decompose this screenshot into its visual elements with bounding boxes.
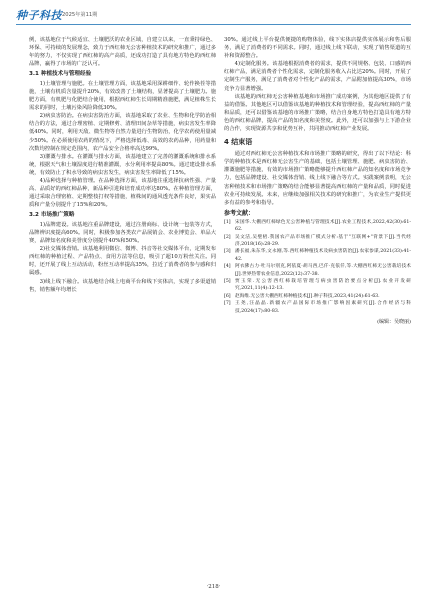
reference-text: 潘长福,朱东华,文永刚,等.西红柿种植技术及病虫害防治[J].农家参谋,2021(33):41-42.: [235, 249, 411, 262]
reference-number: [7]: [224, 301, 231, 307]
paragraph: 2)病虫害防治。在病虫害防治方面，该基地采取了农业、生物和化学防治相结合的方法，通过合理密植、定期修剪、清理田间杂草等措施，病虫害发生率降低40%。同时，利用天敌、微生物等自然力量进行生物防治，化学农药使用量减少50%。在必须使用农药的情况下，严格选择低毒、高效的农药品种，用药量和次数均控制在规定范围内，农产品安全合格率高达99%。: [29, 113, 216, 152]
section-4-heading: 4 结束语: [224, 138, 253, 147]
reference-item: [224, 234, 411, 249]
paragraph: 30%。通过线上平台提供便捷的购物体验，线下实体店提供实体展示和售后服务，满足了消费者的不同需求。同时，通过线上线下联动，实现了销售渠道的互补和资源整合。: [224, 37, 411, 60]
page-number: ·218·: [206, 584, 221, 590]
paragraph: 1)土壤管理与施肥。在土壤管理方面，该基地采用深耕细作、轮作换茬等措施，土壤有机质含量提升20%，有效改善了土壤结构，显著提高了土壤肥力。施肥方面，有机肥与化肥结合使用，根据西红柿生长周期精准施肥，满足植株生长需求的同时，土壤污染风险降低30%。: [29, 80, 216, 112]
reference-text: 阿衣佛古力·吐马尔别克,阿依夏·胡马西,巴仟·克依仟,等.大棚西红柿无公害栽培技术[J].世界热带农业信息,2022(12):37-38.: [235, 264, 411, 277]
editor-credit: (编辑：吴晓丽): [377, 319, 411, 326]
reference-number: [1]: [224, 219, 231, 225]
right-column: [224, 36, 411, 326]
reference-text: 贾玉荣.无公害西红柿栽培管理与病虫害防治要点分析[J].农业开发研究,2021,11(4):12-13.: [235, 279, 411, 292]
paragraph: 3)灌溉与排水。在灌溉与排水方面，该基地建立了完善的灌溉系统和排水系统，根据天气和土壤湿度进行精准灌溉，水分利用率提高80%。通过建设排水系统，有效防止了积水导致的病虫害发生，病虫害发生率降低了15%。: [29, 153, 216, 176]
reference-item: [224, 263, 411, 278]
reference-number: [5]: [224, 279, 231, 285]
intro-paragraph: 例，该基地位于气候适宜、土壤肥沃的农业区域，自建立以来，一直秉持绿色、环保、可持续的发展理念，致力于西红柿无公害种植技术的研究和推广，通过多年的努力，不仅实现了西红柿的高产高质，还成功打造了具有地方特色的西红柿品牌，赢得了市场的广泛认可。: [29, 37, 216, 68]
references-heading: 参考文献：: [224, 209, 255, 217]
paragraph: 1)品牌建设。该基地注重品牌建设，通过注册商标、设计统一包装等方式，品牌辨识度提高60%。同时，积极参加各类农产品展销会、农业博览会、单品大赛，品牌知名度和美誉度分别提升40%和50%。: [29, 221, 216, 245]
reference-item: [224, 300, 411, 315]
left-column: [29, 36, 216, 294]
reference-text: 赵海维.无公害大棚西红柿种植技术[J].种子科技,2023,41(24):61-63.: [235, 293, 380, 299]
paragraph: 该基地的西红柿无公害种植基地和市场推广成功案例，为其他地区提供了有益的借鉴。其他地区可以借鉴该基地的种植技术和管理经验，提高西红柿的产量和品质，还可以借鉴该基地的市场推广策略，结合自身地方特色打造具有地方特色的西红柿品牌，提高产品的知名度和美誉度。此外，还可以加强与上下游企业的合作，实现资源共享和优势互补，共同推动西红柿产业发展。: [224, 93, 411, 133]
reference-number: [6]: [224, 293, 231, 299]
reference-item: [224, 278, 411, 293]
reference-number: [2]: [224, 234, 231, 240]
reference-list: [224, 219, 411, 315]
journal-logo: 种子科技: [16, 9, 62, 22]
reference-item: [224, 248, 411, 263]
page-header: [16, 10, 411, 25]
reference-number: [3]: [224, 249, 231, 255]
paragraph: 2)社交媒体营销。该基地利用微信、微博、抖音等社交媒体平台，定期发布西红柿的种植过程、产品特点、食用方法等信息，吸引了超10万粉丝关注。同时，还开展了线上互动活动，粉丝互动率提高35%，拉近了消费者的参与感和归属感。: [29, 246, 216, 277]
reference-text: 王尧,汪晶晶.新疆农产品国际市场推广影响因素研究[J].合作经济与科技,2024(17):80-83.: [235, 301, 411, 314]
paragraph: 通过对西红柿无公害种植技术和市场推广策略的研究，得出了以下结论：科学的种植技术是西红柿无公害生产的基础，包括土壤管理、施肥、病虫害防治、灌溉施肥等措施，有效的市场推广策略能够提升西红柿产品的知名度和市场竞争力，包括品牌建设、社交媒体营销、线上线下融合等方式。实践案例表明，无公害种植技术和市场推广策略的结合能够显著提高西红柿的产量和品质，同时促进农业可持续发展。未来，应继续加强相关技术的研究和推广，为农业生产提供更多有益的参考和指导。: [224, 151, 411, 206]
reference-item: [224, 219, 411, 234]
reference-number: [4]: [224, 264, 231, 270]
section-3-2-heading: 3.2 市场推广策略: [29, 212, 75, 219]
reference-text: 吴文洁,吴璧梧.我国农产品市场推广模式分析:基于"互联网+"背景下[J].当代经济,2018(16):28-29.: [235, 234, 411, 247]
section-3-1-heading: 3.1 种植技术与管理经验: [29, 71, 92, 78]
paragraph: 4)定制化服务。该基地根据消费者的需求，提供不同规格、包装、口感的西红柿产品，满足消费者个性化需求，定制化服务收入占比达20%。同时，开展了定制生产服务，满足了消费者对个性化产品的需求，产品附加值提高30%，市场竞争力显著增强。: [224, 61, 411, 92]
paragraph: 4)品种选择与种植管理。在品种选择方面，该基地注重选择抗病性强、产量高、品质好的西红柿品种，新品种引进和培育成功率达80%。在种植管理方面，通过采取合理密植、定期整枝打杈等措施，植株间的通风透光条件良好，果实品质和产量分别提升了15%和20%。: [29, 178, 216, 209]
issue-label: 2025年第11期: [62, 12, 98, 18]
reference-item: [224, 293, 411, 300]
reference-text: 宋国华.大棚西红柿绿色无公害种植与管理技术[J].农业工程技术,2022,42(30):61-62.: [235, 219, 411, 233]
paragraph: 3)线上线下融合。该基地结合线上电商平台和线下实体店，实现了多渠道销售，销售额年均增长: [29, 278, 216, 293]
